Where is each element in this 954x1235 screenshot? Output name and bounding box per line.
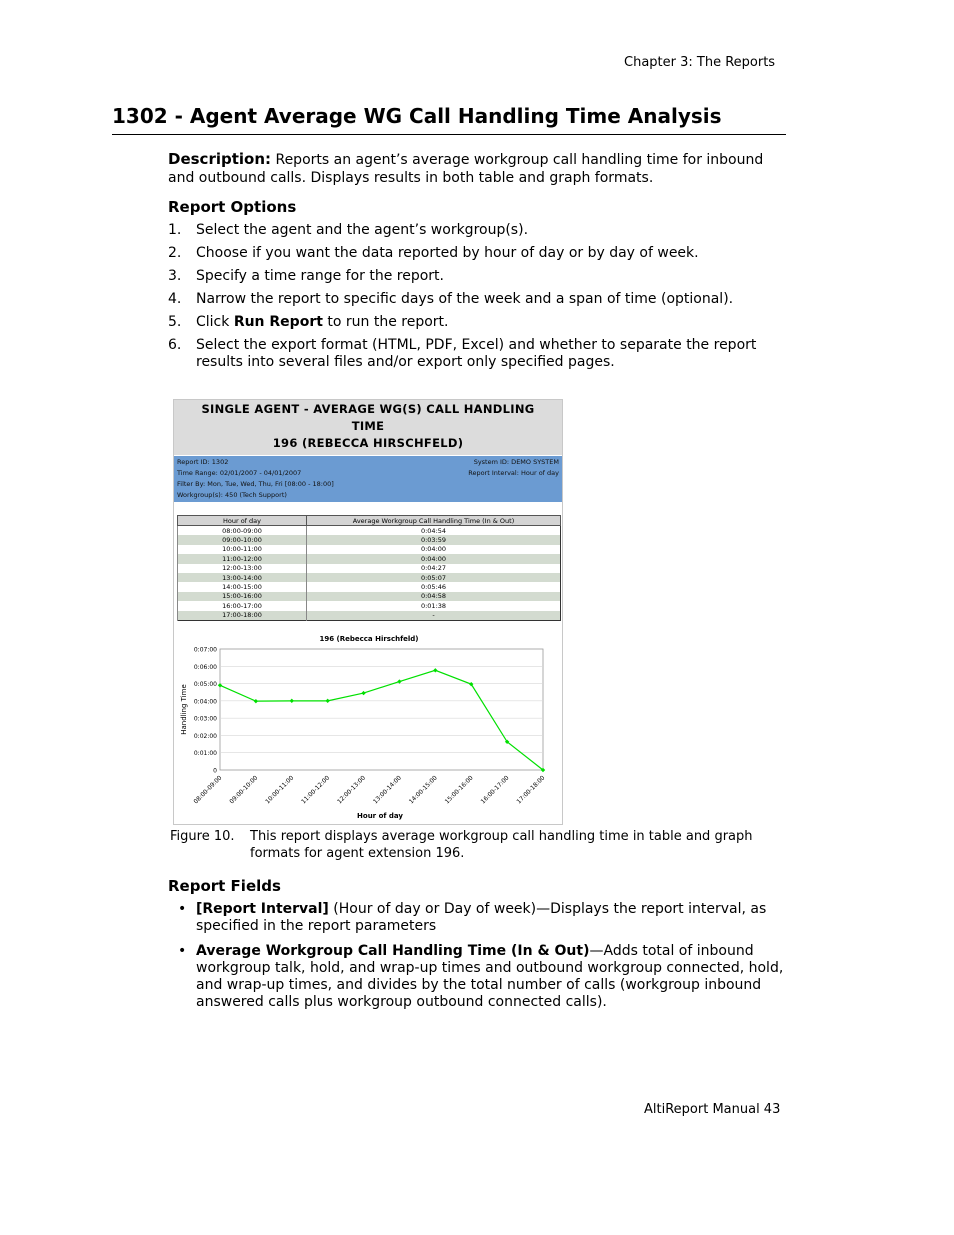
x-axis-ticks [192, 774, 546, 805]
report-heading-line: TIME [351, 419, 385, 433]
run-report-label: Run Report [233, 314, 323, 330]
report-figure [173, 399, 563, 825]
column-header: Hour of day [178, 516, 307, 526]
list-text: Select the agent and the agent’s workgroup(s). [196, 222, 529, 238]
field-description: —Adds total of inbound workgroup talk, hold, and wrap-up times and outbound workgroup connected, hold, and wrap-up times, and divides by the total number of calls (workgroup inbound answered calls plus workgroup outbound connected calls). [196, 943, 784, 1010]
list-text: Specify a time range for the report. [196, 268, 444, 284]
report-table [177, 515, 561, 621]
list-text: Select the export format (HTML, PDF, Excel) and whether to separate the report results into several files and/or export only specified pages. [196, 337, 757, 370]
report-info-panel [174, 456, 562, 502]
list-number: 6. [168, 337, 182, 353]
table-cell: 0:01:38 [307, 601, 561, 610]
x-tick-label: 16:00-17:00 [479, 774, 511, 806]
y-axis-ticks [194, 647, 217, 775]
description-text: Reports an agent’s average workgroup call handling time for inbound and outbound calls. Displays results in both table and graph formats. [168, 152, 764, 186]
field-description: (Hour of day or Day of week)—Displays the report interval, as specified in the report parameters [196, 901, 767, 934]
table-row [178, 582, 561, 591]
table-cell: 0:04:00 [307, 554, 561, 563]
report-fields-list [178, 901, 788, 1019]
table-cell: 15:00-16:00 [178, 592, 307, 601]
y-tick-label: 0:06:00 [193, 663, 217, 671]
table-cell: 10:00-11:00 [178, 545, 307, 554]
chart-grid [220, 649, 543, 770]
table-cell: 08:00-09:00 [178, 526, 307, 536]
y-tick-label: 0:04:00 [193, 698, 217, 706]
list-number: 1. [168, 222, 182, 238]
title-rule [112, 134, 786, 135]
y-axis-label: Handling Time [180, 684, 188, 735]
report-options-list [168, 222, 788, 377]
list-text: Narrow the report to specific days of the week and a span of time (optional). [196, 291, 734, 307]
table-cell: 14:00-15:00 [178, 582, 307, 591]
bullet: • [178, 901, 187, 917]
report-interval: Report Interval: Hour of day [468, 469, 559, 477]
chapter-header: Chapter 3: The Reports [624, 55, 776, 70]
x-tick-label: 08:00-09:00 [192, 774, 224, 806]
line-chart [174, 630, 562, 824]
table-row [178, 601, 561, 610]
table-row [178, 545, 561, 554]
list-item [168, 314, 788, 331]
table-cell: 0:04:27 [307, 564, 561, 573]
table-cell: 13:00-14:00 [178, 573, 307, 582]
table-row [178, 611, 561, 621]
table-row [178, 564, 561, 573]
section-title: 1302 - Agent Average WG Call Handling Time Analysis [112, 104, 722, 128]
workgroups: Workgroup(s): 450 (Tech Support) [177, 491, 287, 499]
list-item [168, 337, 788, 371]
time-range: Time Range: 02/01/2007 - 04/01/2007 [177, 469, 302, 477]
list-number: 4. [168, 291, 182, 307]
description-label: Description: [168, 150, 272, 168]
table-row [178, 592, 561, 601]
x-tick-label: 10:00-11:00 [264, 774, 296, 806]
table-cell: 09:00-10:00 [178, 535, 307, 544]
x-axis-label: Hour of day [357, 812, 403, 820]
bullet: • [178, 943, 187, 959]
table-cell: 12:00-13:00 [178, 564, 307, 573]
y-tick-label: 0:03:00 [193, 715, 217, 723]
column-header: Average Workgroup Call Handling Time (In & Out) [307, 516, 561, 526]
report-fields-heading: Report Fields [168, 877, 281, 895]
report-heading-line: SINGLE AGENT - AVERAGE WG(S) CALL HANDLING [201, 402, 535, 416]
list-item [178, 943, 788, 1011]
table-cell: 0:04:00 [307, 545, 561, 554]
caption-text: This report displays average workgroup call handling time in table and graph formats for agent extension 196. [250, 829, 753, 861]
x-tick-label: 12:00-13:00 [336, 774, 367, 806]
filter-by: Filter By: Mon, Tue, Wed, Thu, Fri [08:00 - 18:00] [177, 480, 334, 488]
field-name: [Report Interval] [196, 901, 329, 917]
table-cell: - [307, 611, 561, 621]
x-tick-label: 15:00-16:00 [443, 774, 475, 806]
y-tick-label: 0 [213, 767, 217, 775]
list-number: 3. [168, 268, 182, 284]
x-tick-label: 09:00-10:00 [228, 774, 260, 806]
table-row [178, 554, 561, 563]
x-tick-label: 11:00-12:00 [300, 774, 332, 806]
list-item [178, 901, 788, 935]
list-item [168, 268, 788, 285]
plot-area [220, 649, 543, 770]
table-cell: 0:03:59 [307, 535, 561, 544]
list-item [168, 245, 788, 262]
x-tick-label: 17:00-18:00 [515, 774, 547, 806]
table-cell: 0:05:07 [307, 573, 561, 582]
table-cell: 11:00-12:00 [178, 554, 307, 563]
x-tick-label: 14:00-15:00 [407, 774, 439, 806]
list-text: Click [196, 314, 234, 330]
list-text: Choose if you want the data reported by hour of day or by day of week. [196, 245, 699, 261]
y-tick-label: 0:02:00 [193, 732, 217, 740]
table-cell: 17:00-18:00 [178, 611, 307, 621]
list-item [168, 222, 788, 239]
table-row [178, 526, 561, 536]
table-row [178, 535, 561, 544]
table-cell: 0:04:54 [307, 526, 561, 536]
y-tick-label: 0:05:00 [193, 681, 217, 689]
table-cell: 16:00-17:00 [178, 601, 307, 610]
system-id: System ID: DEMO SYSTEM [473, 458, 559, 466]
field-name: Average Workgroup Call Handling Time (In & Out) [196, 943, 590, 959]
list-number: 5. [168, 314, 182, 330]
page-footer: AltiReport Manual 43 [644, 1102, 781, 1117]
chart-title: 196 (Rebecca Hirschfeld) [319, 635, 419, 643]
table-row [178, 573, 561, 582]
list-number: 2. [168, 245, 182, 261]
x-tick-label: 13:00-14:00 [371, 774, 403, 806]
list-text: to run the report. [322, 314, 449, 330]
y-tick-label: 0:07:00 [193, 646, 217, 654]
report-heading-agent: 196 (REBECCA HIRSCHFELD) [272, 436, 464, 450]
report-heading [174, 400, 562, 455]
report-options-heading: Report Options [168, 198, 297, 216]
table-cell: 0:04:58 [307, 592, 561, 601]
table-cell: 0:05:46 [307, 582, 561, 591]
caption-label: Figure 10. [170, 829, 235, 844]
y-tick-label: 0:01:00 [193, 750, 217, 758]
description-paragraph [168, 150, 788, 187]
report-id: Report ID: 1302 [177, 458, 229, 466]
list-item [168, 291, 788, 308]
